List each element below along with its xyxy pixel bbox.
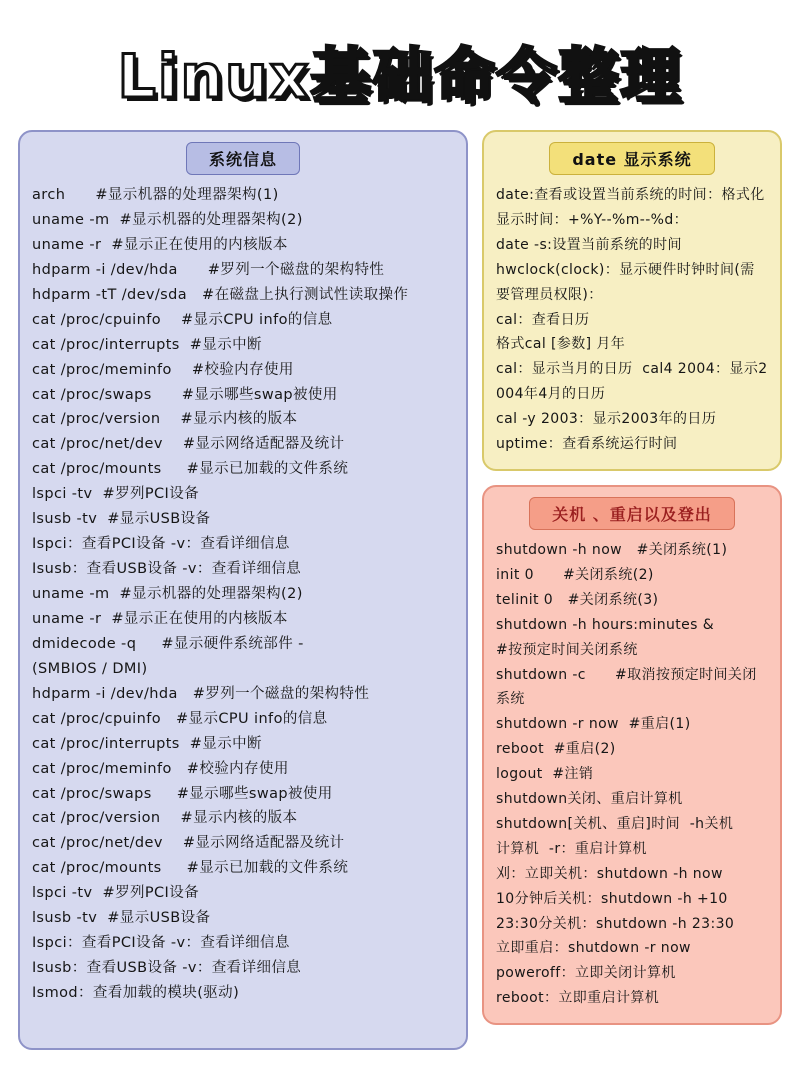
command-line: cat /proc/net/dev #显示网络适配器及统计 xyxy=(32,436,345,453)
command-line: shutdown -c #取消按预定时间关闭系统 xyxy=(496,666,757,708)
command-line: shutdown关闭、重启计算机 xyxy=(496,791,683,808)
card-date-display xyxy=(482,130,782,471)
command-line: lspci -tv #罗列PCI设备 xyxy=(32,486,200,503)
command-line: 格式cal [参数] 月年 xyxy=(496,336,626,353)
command-line: date -s:设置当前系统的时间 xyxy=(496,236,682,253)
command-line: uname -m #显示机器的处理器架构(2) xyxy=(32,211,303,228)
command-line: cat /proc/meminfo #校验内存使用 xyxy=(32,760,289,777)
command-line: reboot #重启(2) xyxy=(496,741,616,758)
shutdown-lines xyxy=(496,538,768,1011)
command-line: lspci -tv #罗列PCI设备 xyxy=(32,885,200,902)
command-line: lsusb -tv #显示USB设备 xyxy=(32,910,211,927)
command-line: shutdown -r now #重启(1) xyxy=(496,716,691,733)
card-shutdown xyxy=(482,485,782,1025)
command-line: Isusb：查看USB设备 -v：查看详细信息 xyxy=(32,960,302,977)
command-line: hwclock(clock)：显示硬件时钟时间(需要管理员权限)： xyxy=(496,261,755,303)
command-line: hdparm -tT /dev/sda #在磁盘上执行测试性读取操作 xyxy=(32,286,409,303)
command-line: cat /proc/swaps #显示哪些swap被使用 xyxy=(32,785,333,802)
command-line: hdparm -i /dev/hda #罗列一个磁盘的架构特性 xyxy=(32,261,385,278)
command-line: uname -r #显示正在使用的内核版本 xyxy=(32,610,288,627)
card-system-info xyxy=(18,130,468,1050)
command-line: cal -y 2003：显示2003年的日历 xyxy=(496,411,717,428)
command-line: cat /proc/version #显示内核的版本 xyxy=(32,411,298,428)
page-title: Linux基础命令整理 xyxy=(117,42,683,112)
command-line: cal：显示当月的日历 cal4 2004：显示2004年4月的日历 xyxy=(496,361,768,403)
command-line: shutdown -h hours:minutes & xyxy=(496,616,715,633)
page-title-wrap xyxy=(18,0,782,130)
command-line: cat /proc/meminfo #校验内存使用 xyxy=(32,361,294,378)
command-line: reboot：立即重启计算机 xyxy=(496,990,660,1007)
command-line: 立即重启：shutdown -r now xyxy=(496,940,691,957)
command-line: 10分钟后关机：shutdown -h +10 xyxy=(496,890,728,907)
badge-system-info: 系统信息 xyxy=(186,142,300,175)
command-line: cat /proc/net/dev #显示网络适配器及统计 xyxy=(32,835,345,852)
command-line: cal：查看日历 xyxy=(496,311,590,328)
command-line: Ispci：查看PCI设备 -v：查看详细信息 xyxy=(32,536,290,553)
command-line: logout #注销 xyxy=(496,766,594,783)
command-line: hdparm -i /dev/hda #罗列一个磁盘的架构特性 xyxy=(32,685,370,702)
command-line: uptime：查看系统运行时间 xyxy=(496,436,678,453)
command-line: init 0 #关闭系统(2) xyxy=(496,566,654,583)
badge-shutdown: 关机 、重启以及登出 xyxy=(529,497,735,530)
command-line: shutdown[关机、重启]时间 -h关机 xyxy=(496,815,734,832)
right-column xyxy=(482,130,782,1025)
badge-date-display: date 显示系统 xyxy=(549,142,714,175)
command-line: poweroff：立即关闭计算机 xyxy=(496,965,676,982)
content-columns xyxy=(18,130,782,1050)
command-line: 刈：立即关机：shutdown -h now xyxy=(496,865,723,882)
system-info-lines xyxy=(32,183,454,1006)
command-line: Isusb：查看USB设备 -v：查看详细信息 xyxy=(32,561,302,578)
command-line: (SMBIOS / DMI) xyxy=(32,660,148,677)
command-line: lsusb -tv #显示USB设备 xyxy=(32,511,211,528)
command-line: shutdown -h now #关闭系统(1) xyxy=(496,541,728,558)
command-line: cat /proc/mounts #显示已加载的文件系统 xyxy=(32,860,349,877)
command-line: uname -m #显示机器的处理器架构(2) xyxy=(32,586,303,602)
command-line: telinit 0 #关闭系统(3) xyxy=(496,591,659,608)
command-line: 计算机 -r：重启计算机 xyxy=(496,840,647,857)
date-display-lines xyxy=(496,183,768,457)
command-line: 23:30分关机：shutdown -h 23:30 xyxy=(496,915,735,932)
card-date-header xyxy=(496,142,768,175)
command-line: date:查看或设置当前系统的时间：格式化显示时间：+%Y--%m--%d： xyxy=(496,187,765,228)
command-line: Ismod：查看加载的模块(驱动) xyxy=(32,985,240,1001)
command-line: cat /proc/cpuinfo #显示CPU info的信息 xyxy=(32,710,328,727)
command-line: cat /proc/interrupts #显示中断 xyxy=(32,336,262,353)
command-line: cat /proc/version #显示内核的版本 xyxy=(32,810,298,827)
command-line: #按预定时间关闭系统 xyxy=(496,641,638,658)
command-line: cat /proc/swaps #显示哪些swap被使用 xyxy=(32,386,338,403)
command-line: Ispci：查看PCI设备 -v：查看详细信息 xyxy=(32,935,290,952)
command-line: uname -r #显示正在使用的内核版本 xyxy=(32,236,288,253)
command-line: dmidecode -q #显示硬件系统部件 - xyxy=(32,635,304,652)
card-system-info-header xyxy=(32,142,454,175)
command-line: cat /proc/mounts #显示已加载的文件系统 xyxy=(32,461,349,478)
command-line: cat /proc/cpuinfo #显示CPU info的信息 xyxy=(32,311,333,328)
command-line: arch #显示机器的处理器架构(1) xyxy=(32,187,279,203)
left-column xyxy=(18,130,468,1050)
command-line: cat /proc/interrupts #显示中断 xyxy=(32,735,262,752)
card-shutdown-header xyxy=(496,497,768,530)
